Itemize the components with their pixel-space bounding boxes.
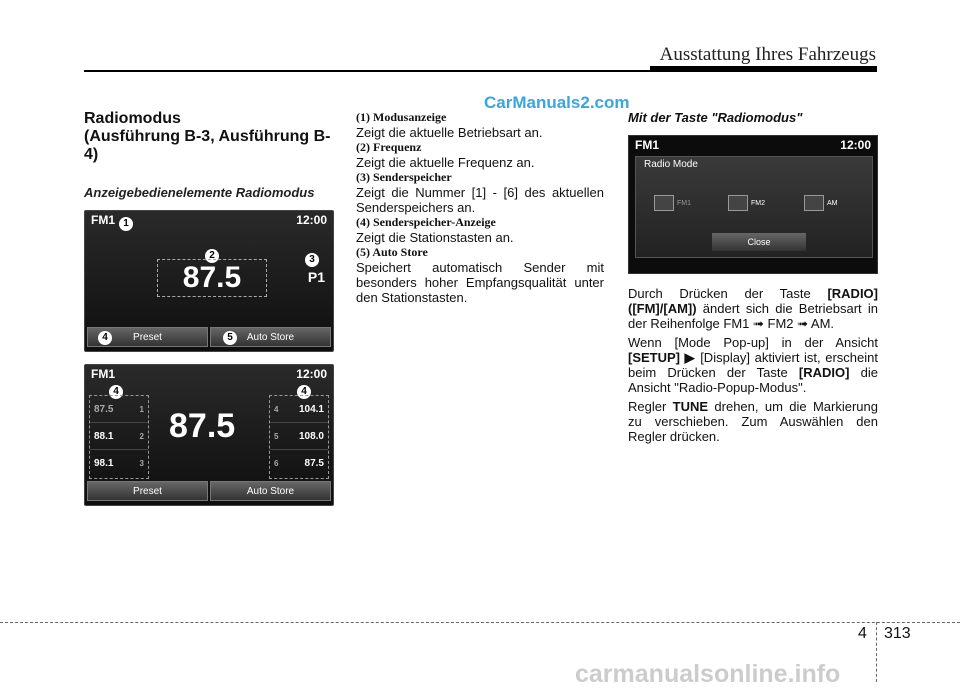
close-button[interactable]: Close <box>712 233 806 251</box>
preset-button[interactable]: Preset <box>87 481 208 501</box>
auto-store-button[interactable]: Auto Store <box>210 481 331 501</box>
item-heading: (4) Senderspeicher-Anzeige <box>356 215 496 229</box>
preset-item[interactable]: 5 108.0 <box>270 423 328 450</box>
callout-1: 1 <box>119 217 133 231</box>
radio-mode-popup <box>635 156 873 258</box>
section-title: Radiomodus (Ausführung B-3, Ausführung B-4) <box>84 110 331 163</box>
button-row <box>87 327 331 347</box>
button-row <box>87 481 331 501</box>
preset-item[interactable]: 87.5 1 <box>90 396 148 423</box>
watermark-bottom: carmanualsonline.info <box>575 660 841 688</box>
mode-fm1[interactable]: FM1 <box>654 195 691 211</box>
item-text: Speichert automatisch Sender mit besonders hoher Empfangsqualität unter den Stationstasten. <box>356 260 604 305</box>
right-column <box>628 110 878 448</box>
frequency-display: 87.5 <box>157 259 267 297</box>
paragraph: Regler TUNE drehen, um die Markierung zu verschieben. Zum Auswählen den Regler drücken. <box>628 399 878 444</box>
callout-3: 3 <box>305 253 319 267</box>
radio-mode-screen <box>628 135 878 274</box>
callout-2: 2 <box>205 249 219 263</box>
preset-list-left <box>89 395 149 479</box>
middle-column <box>356 110 604 305</box>
section-subtitle: Mit der Taste "Radiomodus" <box>628 110 803 125</box>
page-header-title: Ausstattung Ihres Fahrzeugs <box>659 44 876 65</box>
left-column <box>84 110 332 506</box>
item-text: Zeigt die Stationstasten an. <box>356 230 514 245</box>
item-heading: (2) Frequenz <box>356 140 422 154</box>
callout-4-left: 4 <box>109 385 123 399</box>
preset-item[interactable]: 6 87.5 <box>274 458 324 469</box>
auto-store-button[interactable]: 5 Auto Store <box>210 327 331 347</box>
chapter-number: 4 <box>858 625 867 642</box>
paragraph: Wenn [Mode Pop-up] in der Ansicht [SETUP] ▶ [Display] aktiviert ist, erscheint beim Drücken der Taste [RADIO] die Ansicht "Radio-Popup-Modus". <box>628 335 878 395</box>
item-heading: (1) Modusanzeige <box>356 110 447 124</box>
radio-screen-2 <box>84 364 334 506</box>
mode-fm2[interactable]: FM2 <box>728 195 765 211</box>
callout-4-right: 4 <box>297 385 311 399</box>
clock: 12:00 <box>296 213 327 227</box>
footer-divider <box>876 622 877 682</box>
radio-icon <box>728 195 748 211</box>
preset-list-right <box>269 395 329 479</box>
preset-item[interactable]: 88.1 2 <box>90 423 148 450</box>
watermark: CarManuals2.com <box>484 93 630 112</box>
item-text: Zeigt die aktuelle Betriebsart an. <box>356 125 543 140</box>
radio-icon <box>654 195 674 211</box>
clock: 12:00 <box>840 138 871 152</box>
preset-button[interactable]: 4 Preset <box>87 327 208 347</box>
footer-rule <box>0 622 960 623</box>
mode-am[interactable]: AM <box>804 195 838 211</box>
popup-title: Radio Mode <box>644 159 698 170</box>
item-text: Zeigt die aktuelle Frequenz an. <box>356 155 535 170</box>
item-heading: (3) Senderspeicher <box>356 170 452 184</box>
item-text: Zeigt die Nummer [1] - [6] des aktuellen Senderspeichers an. <box>356 185 604 215</box>
radio-icon <box>804 195 824 211</box>
preset-item[interactable]: 4 104.1 <box>270 396 328 423</box>
preset-indicator: P1 <box>307 269 325 285</box>
frequency-display: 87.5 <box>169 407 236 445</box>
band-label: FM1 <box>91 213 115 227</box>
preset-item[interactable]: 98.1 3 <box>94 458 144 469</box>
header-rule-thick <box>650 66 877 71</box>
radio-screen-1 <box>84 210 334 352</box>
paragraph: Durch Drücken der Taste [RADIO]([FM]/[AM]) ändert sich die Betriebsart in der Reihenfolge FM1 ➟ FM2 ➟ AM. <box>628 286 878 331</box>
section-subtitle: Anzeigebedienelemente Radiomodus <box>84 185 315 200</box>
page-number: 313 <box>884 625 911 642</box>
band-label: FM1 <box>635 138 659 152</box>
clock: 12:00 <box>296 367 327 381</box>
item-heading: (5) Auto Store <box>356 245 428 259</box>
band-label: FM1 <box>91 367 115 381</box>
